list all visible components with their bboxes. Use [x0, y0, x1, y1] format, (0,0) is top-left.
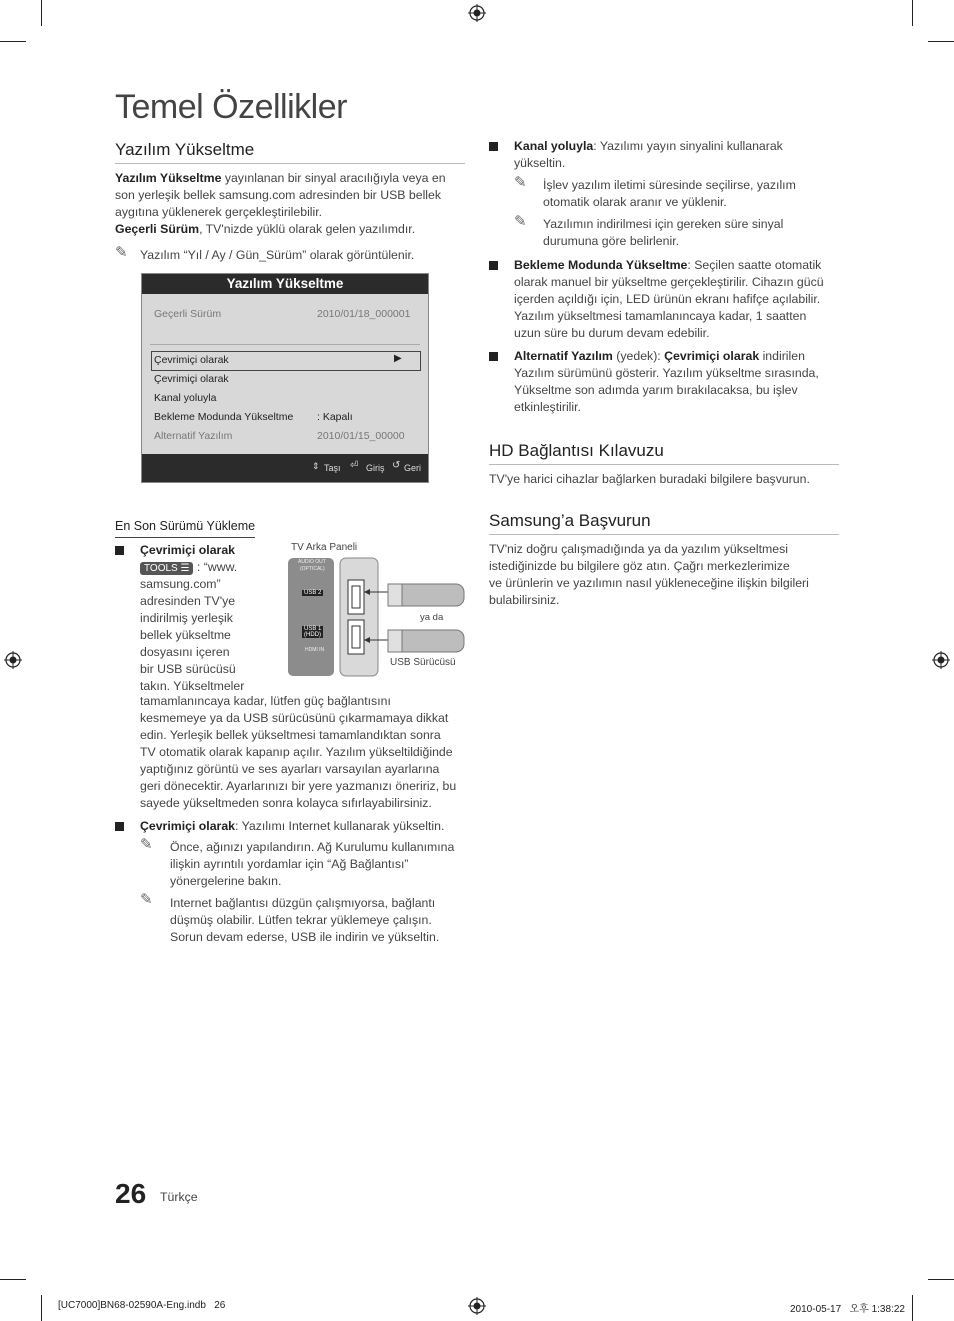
bullet: [489, 142, 498, 151]
section-heading-software-upgrade: Yazılım Yükseltme: [115, 140, 465, 164]
text-line: Yükseltme son adımda yarım bırakılacaksa, bu işlev: [514, 383, 798, 397]
text-line: : “www.: [196, 560, 238, 574]
text-line: ilişkin ayrıntılı yordamlar için “Ağ Bağlantısı”: [170, 857, 409, 871]
text-line: Internet bağlantısı düzgün çalışmıyorsa, bağlantı: [170, 896, 436, 910]
bullet: [489, 352, 498, 361]
text-line: Önce, ağınızı yapılandırın. Ağ Kurulumu kullanımına: [170, 840, 455, 854]
osd-move-label: Taşı: [324, 463, 341, 473]
crop-mark: [928, 1279, 954, 1280]
crop-mark: [912, 1295, 913, 1321]
hdd-port-label: (HDD): [304, 632, 321, 638]
note-pencil-icon: ✎: [140, 891, 153, 908]
intro-text: yayınlanan bir sinyal aracılığıyla veya en: [221, 171, 446, 185]
online-bullet-wide: [140, 693, 470, 812]
section-heading-contact-samsung: Samsung’a Başvurun: [489, 511, 839, 535]
osd-software-upgrade-menu: [141, 273, 429, 483]
return-arrow-icon: ↺: [392, 460, 401, 471]
registration-mark-icon: [468, 1297, 486, 1315]
latest-version-heading: En Son Sürümü Yükleme: [115, 518, 255, 538]
crop-mark: [912, 0, 913, 26]
section-heading-hd-guide: HD Bağlantısı Kılavuzu: [489, 441, 839, 465]
osd-back-label: Geri: [404, 463, 422, 473]
text-line: bir USB sürücüsü: [140, 662, 236, 676]
current-version-bold: Geçerli Sürüm: [115, 222, 200, 236]
text-line: otomatik olarak aranır ve yüklenir.: [543, 195, 727, 209]
osd-divider: [150, 344, 420, 345]
standby-upgrade-bullet: [514, 257, 844, 342]
osd-footer: [142, 454, 428, 482]
online-bullet-narrow: [140, 542, 270, 695]
alt-online-bold: Çevrimiçi olarak: [664, 349, 760, 363]
text-line: sayede yükseltmeden sonra kolayca sıfırlayabilirsiniz.: [140, 796, 432, 810]
tv-panel-label: TV Arka Paneli: [291, 542, 358, 553]
intro-bold: Yazılım Yükseltme: [115, 171, 222, 185]
text-line: geri dönecektir. Ayarlarınızı bir yere yazmanızı öneririz, bu: [140, 779, 457, 793]
registration-mark-icon: [468, 4, 486, 22]
usb1-port-label: USB 1: [304, 626, 322, 632]
registration-mark-icon: [4, 651, 22, 669]
alt-bold: Alternatif Yazılım: [514, 349, 613, 363]
page-title: Temel Özellikler: [115, 88, 347, 126]
channel-note-2: [543, 216, 843, 250]
crop-mark: [41, 0, 42, 26]
bullet: [115, 546, 124, 555]
text-line: içerden açıldığı için, LED ürünün ekranı hafifçe açılabilir.: [514, 292, 821, 306]
text-line: yaptığınız görüntü ve ses ayarları varsayılan ayarlarına: [140, 762, 440, 776]
text-line: İşlev yazılım iletimi süresinde seçilirse, yazılım: [543, 178, 796, 192]
osd-item-by-channel[interactable]: Kanal yoluyla: [154, 392, 217, 404]
crop-mark: [0, 1279, 26, 1280]
hdmi-label: HDMI IN: [305, 647, 325, 653]
note-pencil-icon: ✎: [514, 174, 527, 191]
standby-text: : Seçilen saatte otomatik: [687, 258, 822, 272]
text-line: olarak manuel bir yükseltme gerçekleştirilir. Cihazın gücü: [514, 275, 824, 289]
usb2-port-label: USB 2: [304, 590, 322, 596]
tools-button: TOOLS ☰: [140, 562, 193, 575]
page-number: 26: [115, 1178, 147, 1209]
text-line: Sorun devam ederse, USB ile indirin ve yükseltin.: [170, 930, 440, 944]
text-line: dosyasını içeren: [140, 645, 230, 659]
text-line: edin. Yerleşik bellek yükseltmesi tamamlandıktan sonra: [140, 728, 441, 742]
osd-item-online[interactable]: Çevrimiçi olarak: [154, 354, 229, 366]
text-line: TV'niz doğru çalışmadığında ya da yazılım yükseltmesi: [489, 542, 788, 556]
online-bold: Çevrimiçi olarak: [140, 543, 236, 557]
osd-enter-label: Giriş: [366, 463, 385, 473]
text-line: adresinden TV'ye: [140, 594, 236, 608]
contact-samsung-text: [489, 541, 839, 609]
current-version-text: , TV'nizde yüklü olarak gelen yazılımdır.: [199, 222, 416, 236]
osd-standby-value: : Kapalı: [317, 411, 353, 423]
text-line: Yazılım sürümünü gösterir. Yazılım yükseltme sırasında,: [514, 366, 819, 380]
online-bold: Çevrimiçi olarak: [140, 819, 236, 833]
crop-mark: [41, 1295, 42, 1321]
note-pencil-icon: ✎: [514, 213, 527, 230]
osd-item-alternative-software[interactable]: Alternatif Yazılım: [154, 430, 233, 442]
osd-current-version-label: Geçerli Sürüm: [154, 308, 222, 320]
text-line: indirilmiş yerleşik: [140, 611, 233, 625]
osd-title: Yazılım Yükseltme: [142, 274, 428, 294]
text-line: TV otomatik olarak kapanıp açılır. Yazılım yükseltildiğinde: [140, 745, 453, 759]
play-arrow-icon: ▶: [394, 353, 402, 364]
alt-text: indirilen: [759, 349, 805, 363]
text-line: durumuna göre belirlenir.: [543, 234, 680, 248]
alternative-software-bullet: [514, 348, 844, 416]
text-line: yönergelerine bakın.: [170, 874, 282, 888]
crop-mark: [928, 41, 954, 42]
text-line: tamamlanıncaya kadar, lütfen güç bağlantısını: [140, 694, 391, 708]
or-label: ya da: [420, 612, 444, 623]
note-pencil-icon: ✎: [140, 836, 153, 853]
text-line: kesmemeye ya da USB sürücüsünü çıkarmamaya dikkat: [140, 711, 449, 725]
text-line: Yazılımın indirilmesi için gereken süre sinyal: [543, 217, 784, 231]
by-channel-bold: Kanal yoluyla: [514, 139, 594, 153]
osd-alternative-value: 2010/01/15_00000: [317, 430, 405, 442]
text-line: uzun süre bu durum devam edebilir.: [514, 326, 710, 340]
text-line: bellek yükseltme: [140, 628, 231, 642]
bullet: [115, 822, 124, 831]
osd-item-standby-upgrade[interactable]: Bekleme Modunda Yükseltme: [154, 411, 294, 423]
audio-out-label: AUDIO OUT: [298, 559, 326, 565]
alt-mid: (yedek):: [612, 349, 665, 363]
network-note: [170, 839, 470, 890]
internet-note: [170, 895, 470, 946]
text-line: istediğinizde bu bilgilere göz atın. Çağrı merkezlerimize: [489, 559, 790, 573]
intro-line: son yerleşik bellek samsung.com adresinden bir USB bellek: [115, 188, 442, 202]
text-line: ve ürünlerin ve yazılımın nasıl yükleneceğine ilişkin bilgileri: [489, 576, 809, 590]
text-line: etkinleştirilir.: [514, 400, 581, 414]
file-info: [UC7000]BN68-02590A-Eng.indb 26: [58, 1300, 226, 1311]
bullet: [489, 261, 498, 270]
standby-bold: Bekleme Modunda Yükseltme: [514, 258, 688, 272]
usb-drive-label: USB Sürücüsü: [390, 657, 456, 668]
tools-label: TOOLS: [144, 563, 178, 574]
text-line: takın. Yükseltmeler: [140, 679, 245, 693]
enter-icon: ⏎: [350, 460, 359, 471]
online-internet-bullet: [140, 818, 470, 835]
version-format-note: Yazılım “Yıl / Ay / Gün_Sürüm” olarak görüntülenir.: [140, 248, 415, 262]
text-line: düşmüş olabilir. Lütfen tekrar yüklemeye çalışın.: [170, 913, 432, 927]
osd-item-online[interactable]: Çevrimiçi olarak: [154, 373, 229, 385]
optical-label: (OPTICAL): [300, 566, 325, 572]
text-line: bulabilirsiniz.: [489, 593, 560, 607]
by-channel-text: : Yazılımı yayın sinyalini kullanarak: [593, 139, 783, 153]
registration-mark-icon: [932, 651, 950, 669]
text-line: Yazılım yükseltmesi tamamlanıncaya kadar, 1 saatten: [514, 309, 807, 323]
up-down-arrow-icon: ⇕: [312, 461, 320, 471]
note-pencil-icon: ✎: [115, 244, 128, 261]
osd-current-version-value: 2010/01/18_000001: [317, 308, 411, 320]
text-line: yükseltin.: [514, 156, 566, 170]
by-channel-bullet: [514, 138, 844, 172]
text-line: samsung.com”: [140, 577, 221, 591]
intro-paragraph: [115, 170, 467, 238]
crop-mark: [0, 41, 26, 42]
language-label: Türkçe: [160, 1190, 198, 1204]
print-date: 2010-05-17 오후 1:38:22: [790, 1304, 905, 1315]
hd-guide-text: TV'ye harici cihazlar bağlarken buradaki bilgilere başvurun.: [489, 472, 810, 486]
channel-note-1: [543, 177, 843, 211]
online-internet-text: : Yazılımı Internet kullanarak yükseltin.: [235, 819, 445, 833]
intro-line: aygıtına yüklenerek gerçekleştirilebilir.: [115, 205, 323, 219]
